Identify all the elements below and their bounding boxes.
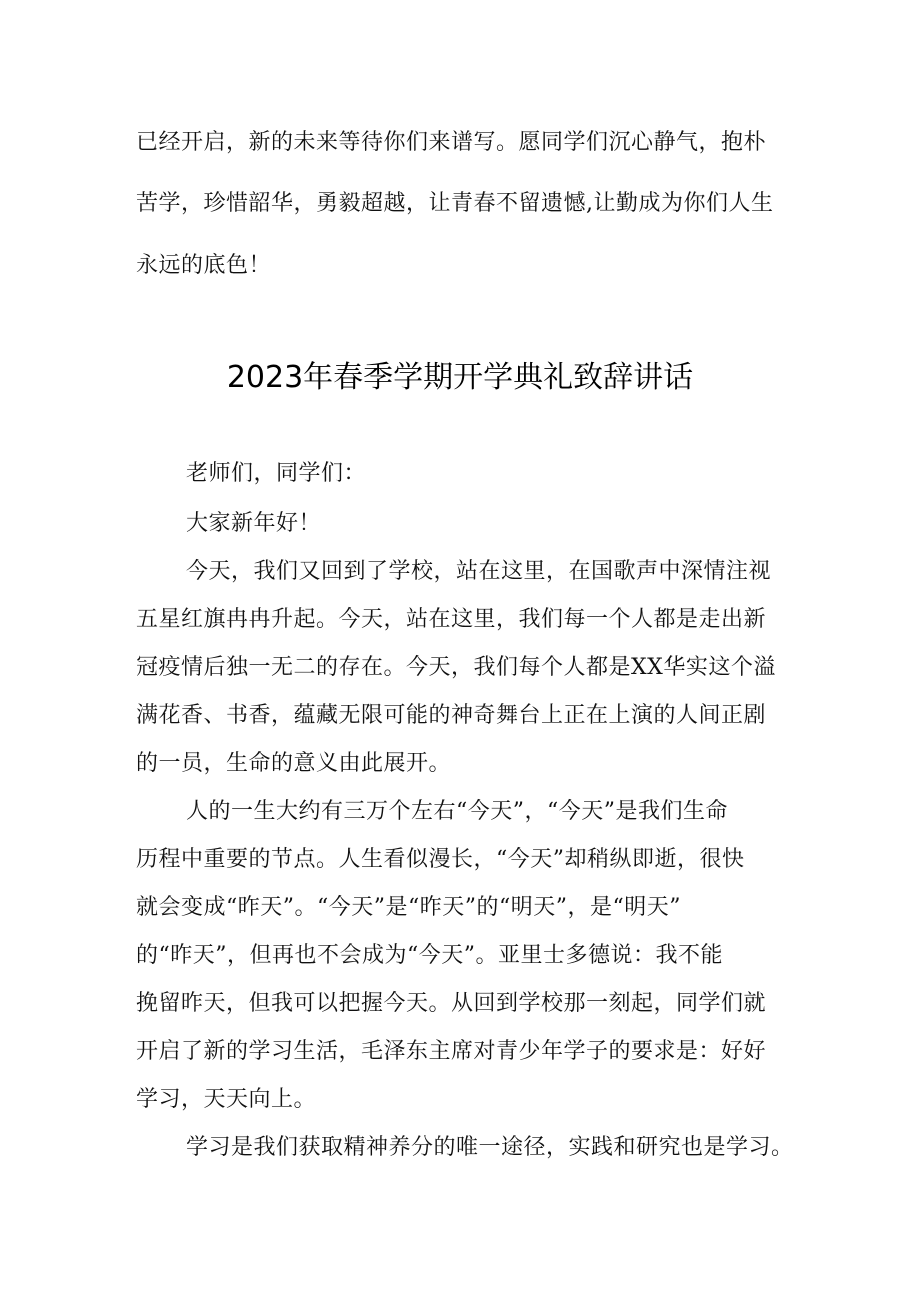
intro-line-2: 苦学，珍惜韶华，勇毅超越，让青春不留遗憾,让勤成为你们人生 — [136, 191, 774, 216]
para2-line-1: 人的一生大约有三万个左右“今天”，“今天”是我们生命 — [186, 799, 728, 824]
para1-line-1: 今天，我们又回到了学校，站在这里，在国歌声中深情注视 — [186, 559, 772, 584]
para1-line-2: 五星红旗冉冉升起。今天，站在这里，我们每一个人都是走出新 — [136, 607, 767, 632]
para3-line-1: 学习是我们获取精神养分的唯一途径，实践和研究也是学习。 — [186, 1135, 794, 1160]
para1-line-5: 的一员，生命的意义由此展开。 — [136, 751, 452, 776]
para1-line-3: 冠疫情后独一无二的存在。今天，我们每个人都是XX华实这个溢 — [136, 655, 776, 680]
para2-line-5: 挽留昨天，但我可以把握今天。从回到学校那一刻起，同学们就 — [136, 991, 767, 1016]
greeting: 大家新年好！ — [186, 511, 322, 536]
para1-line-4: 满花香、书香，蕴藏无限可能的神奇舞台上正在上演的人间正剧 — [136, 703, 767, 728]
intro-line-1: 已经开启，新的未来等待你们来谱写。愿同学们沉心静气，抱朴 — [136, 130, 767, 155]
salutation: 老师们，同学们： — [186, 461, 367, 486]
document-title: 2023年春季学期开学典礼致辞讲话 — [226, 360, 694, 395]
para2-line-4: 的“昨天”，但再也不会成为“今天”。亚里士多德说：我不能 — [136, 943, 723, 968]
para2-line-6: 开启了新的学习生活，毛泽东主席对青少年学子的要求是：好好 — [136, 1039, 767, 1064]
para2-line-7: 学习，天天向上。 — [136, 1087, 317, 1112]
para2-line-2: 历程中重要的节点。人生看似漫长，“今天”却稍纵即逝，很快 — [136, 847, 745, 872]
intro-line-3: 永远的底色！ — [136, 253, 272, 278]
para2-line-3: 就会变成“昨天”。“今天”是“昨天”的“明天”，是“明天” — [136, 895, 681, 920]
